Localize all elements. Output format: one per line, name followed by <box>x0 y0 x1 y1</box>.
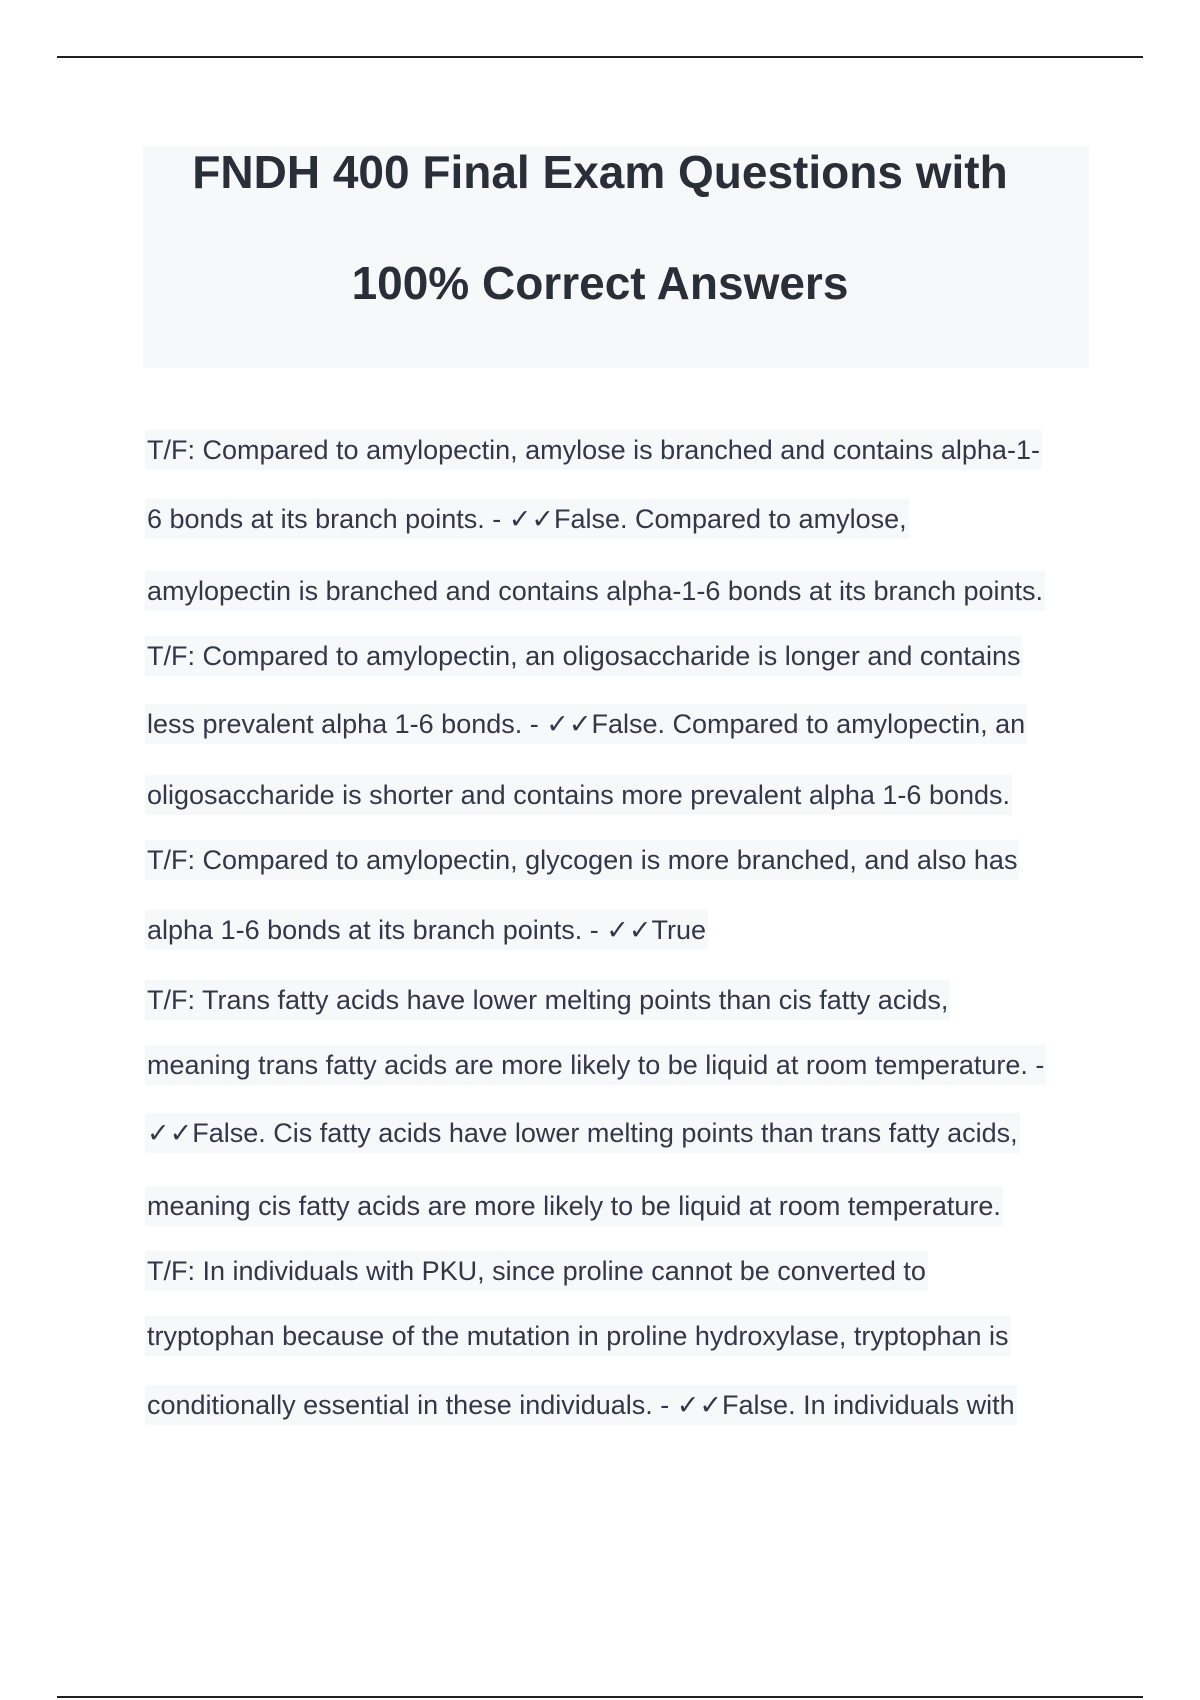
body-line: T/F: Trans fatty acids have lower melting points than cis fatty acids, <box>145 980 950 1020</box>
body-line: alpha 1-6 bonds at its branch points. - ✓✓True <box>145 910 708 950</box>
body-line: T/F: Compared to amylopectin, glycogen is more branched, and also has <box>145 840 1019 880</box>
body-line: tryptophan because of the mutation in proline hydroxylase, tryptophan is <box>145 1316 1011 1356</box>
body-line: T/F: In individuals with PKU, since proline cannot be converted to <box>145 1251 928 1291</box>
bottom-rule <box>57 1696 1143 1698</box>
body-line: T/F: Compared to amylopectin, amylose is branched and contains alpha-1- <box>145 430 1042 470</box>
body-line: T/F: Compared to amylopectin, an oligosaccharide is longer and contains <box>145 636 1022 676</box>
body-line: oligosaccharide is shorter and contains more prevalent alpha 1-6 bonds. <box>145 775 1012 815</box>
document-title-line-1: FNDH 400 Final Exam Questions with <box>192 146 1008 198</box>
document-title-line-2: 100% Correct Answers <box>351 257 849 309</box>
body-line: ✓✓False. Cis fatty acids have lower melting points than trans fatty acids, <box>145 1113 1020 1153</box>
top-rule <box>57 56 1143 58</box>
body-line: meaning trans fatty acids are more likely to be liquid at room temperature. - <box>145 1045 1046 1085</box>
body-line: meaning cis fatty acids are more likely to be liquid at room temperature. <box>145 1186 1003 1226</box>
body-line: conditionally essential in these individuals. - ✓✓False. In individuals with <box>145 1385 1017 1425</box>
body-line: 6 bonds at its branch points. - ✓✓False. Compared to amylose, <box>145 499 909 539</box>
body-line: amylopectin is branched and contains alpha-1-6 bonds at its branch points. <box>145 571 1045 611</box>
body-line: less prevalent alpha 1-6 bonds. - ✓✓False. Compared to amylopectin, an <box>145 704 1027 744</box>
